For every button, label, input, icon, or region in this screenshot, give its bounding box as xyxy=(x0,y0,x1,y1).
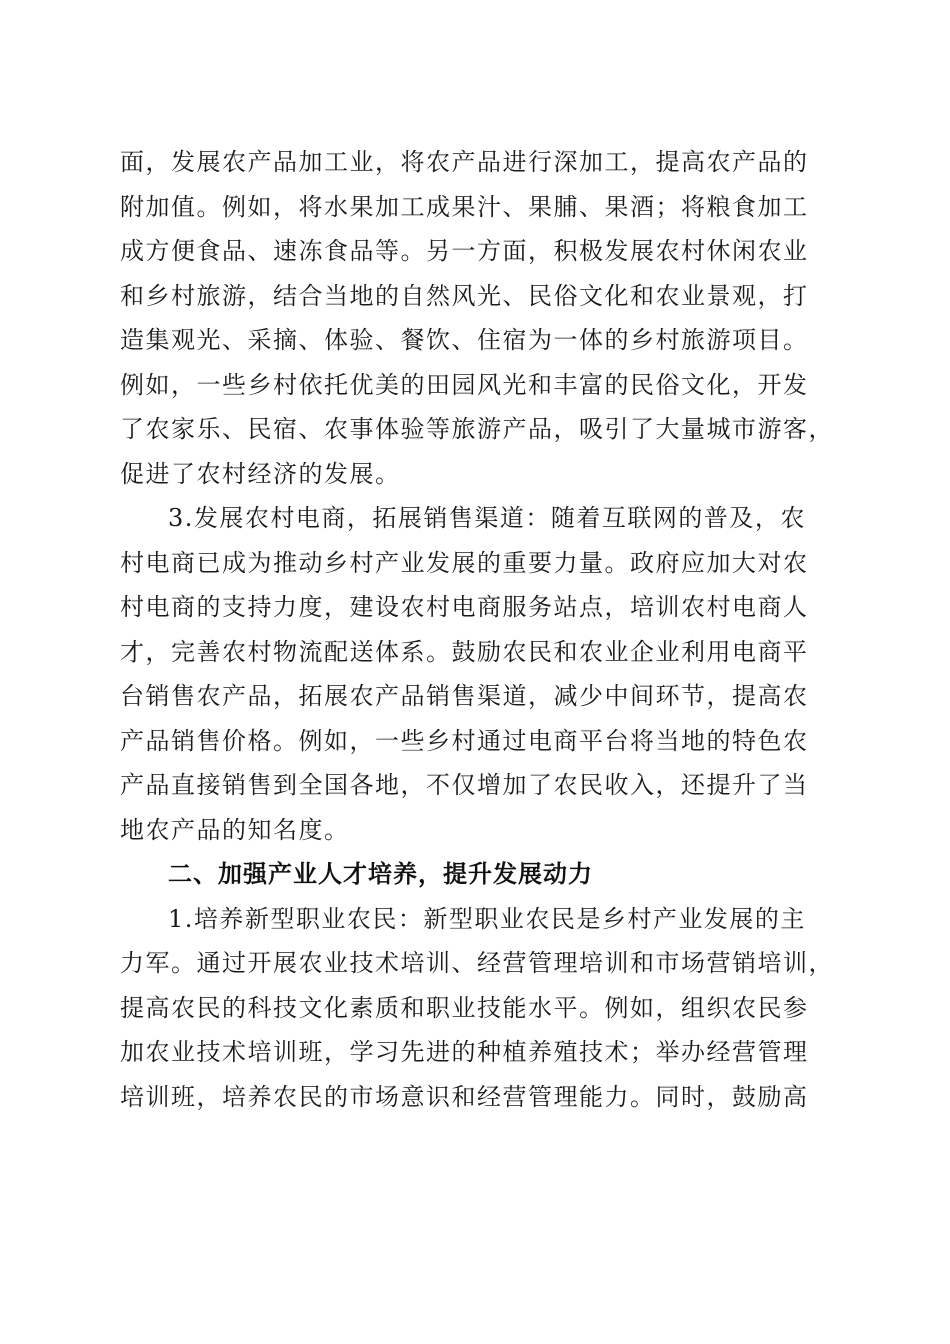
document-body xyxy=(120,140,840,1119)
text-line: 面，发展农产品加工业，将农产品进行深加工，提高农产品的 xyxy=(120,148,809,176)
paragraph-new-farmers xyxy=(120,897,840,1120)
section-heading xyxy=(120,852,840,897)
text-line: 成方便食品、速冻食品等。另一方面，积极发展农村休闲农业 xyxy=(120,237,809,265)
section-heading-text: 二、加强产业人才培养，提升发展动力 xyxy=(168,860,593,888)
text-line: 培训班，培养农民的市场意识和经营管理能力。同时，鼓励高 xyxy=(120,1082,809,1111)
text-line: 村电商已成为推动乡村产业发展的重要力量。政府应加大对农 xyxy=(120,548,809,577)
text-line: 产品销售价格。例如，一些乡村通过电商平台将当地的特色农 xyxy=(120,726,809,755)
text-line: 台销售农产品，拓展农产品销售渠道，减少中间环节，提高农 xyxy=(120,682,809,710)
text-line: 地农产品的知名度。 xyxy=(120,815,350,844)
text-line: 了农家乐、民宿、农事体验等旅游产品，吸引了大量城市游客， xyxy=(120,415,834,443)
text-line: 提高农民的科技文化素质和职业技能水平。例如，组织农民参 xyxy=(120,993,809,1022)
text-line: 促进了农村经济的发展。 xyxy=(120,459,401,488)
text-line: 例如，一些乡村依托优美的田园风光和丰富的民俗文化，开发 xyxy=(120,370,809,399)
text-line: 产品直接销售到全国各地，不仅增加了农民收入，还提升了当 xyxy=(120,771,809,799)
text-line: 加农业技术培训班，学习先进的种植养殖技术；举办经营管理 xyxy=(120,1038,809,1066)
paragraph-rural-ecommerce xyxy=(120,496,840,852)
text-line: 造集观光、采摘、体验、餐饮、住宿为一体的乡村旅游项目。 xyxy=(120,326,809,354)
text-line: 力军。通过开展农业技术培训、经营管理培训和市场营销培训， xyxy=(120,949,834,977)
paragraph-rural-integration xyxy=(120,140,840,496)
text-line: 才，完善农村物流配送体系。鼓励农民和农业企业利用电商平 xyxy=(120,637,809,666)
text-line: 村电商的支持力度，建设农村电商服务站点，培训农村电商人 xyxy=(120,593,809,621)
text-line: 和乡村旅游，结合当地的自然风光、民俗文化和农业景观，打 xyxy=(120,281,809,310)
text-line: 3.发展农村电商，拓展销售渠道：随着互联网的普及，农 xyxy=(168,504,806,532)
text-line: 附加值。例如，将水果加工成果汁、果脯、果酒；将粮食加工 xyxy=(120,192,809,221)
text-line: 1.培养新型职业农民：新型职业农民是乡村产业发展的主 xyxy=(168,904,806,933)
